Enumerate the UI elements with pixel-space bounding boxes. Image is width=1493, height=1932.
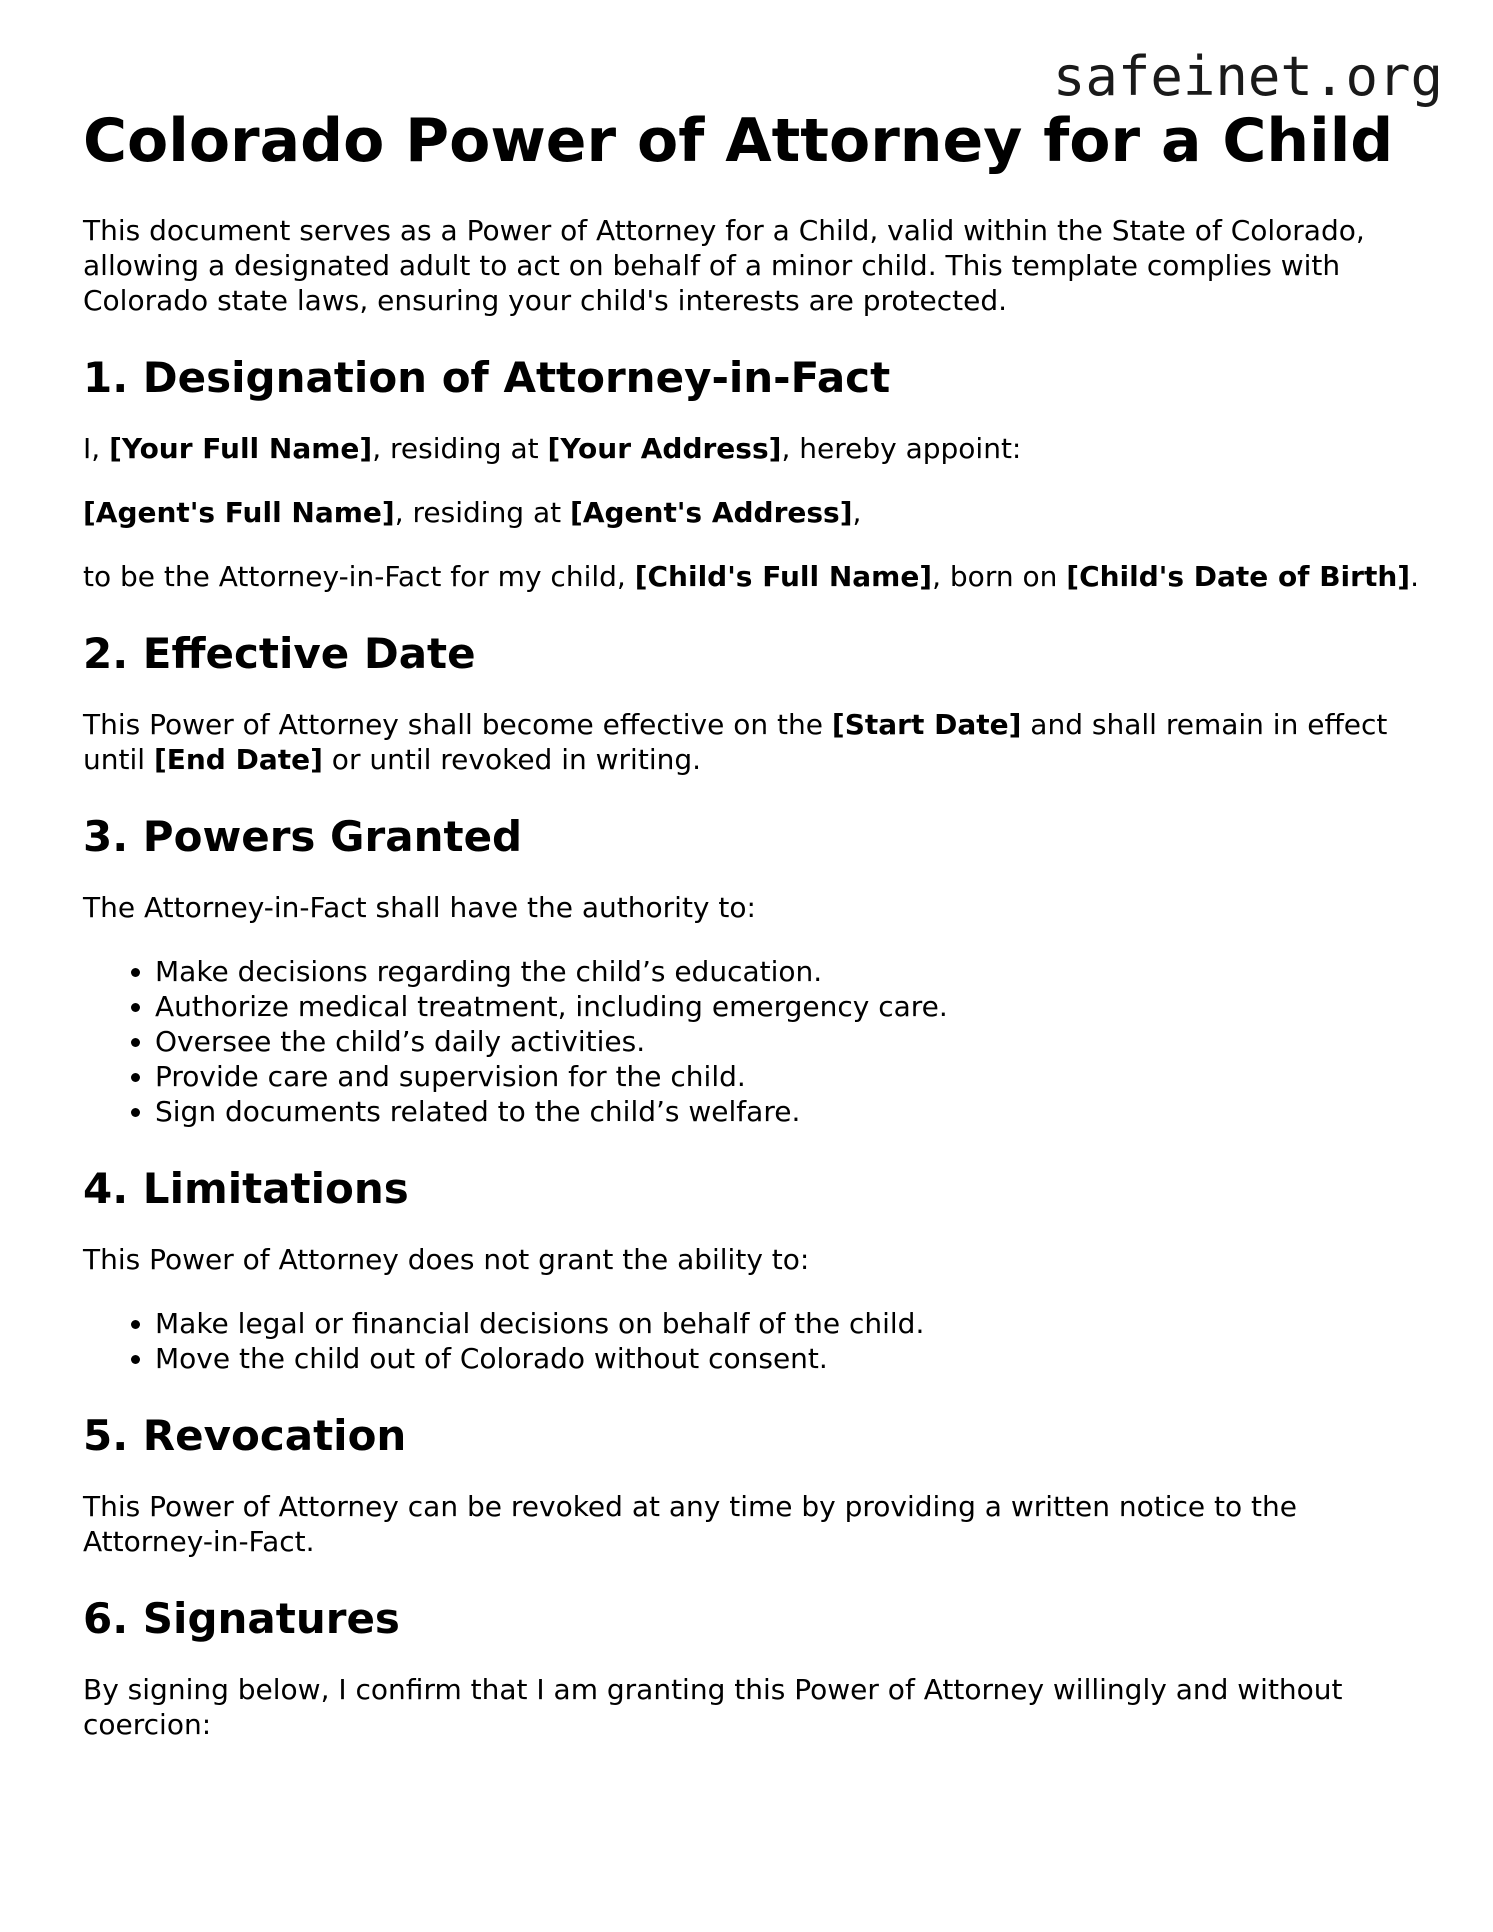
powers-lead: The Attorney-in-Fact shall have the authority to: — [83, 891, 756, 924]
agent-line: [Agent's Full Name], residing at [Agent's Address], — [83, 496, 862, 529]
document-title: Colorado Power of Attorney for a Child — [83, 106, 1394, 176]
list-item: • Move the child out of Colorado without consent. — [155, 1341, 1423, 1376]
section-3-heading: 3. Powers Granted — [83, 812, 523, 861]
effective-date-paragraph: This Power of Attorney shall become effective on the [Start Date] and shall remain in effect until [End Date] or until revoked in writing. — [83, 708, 1388, 776]
list-item: • Authorize medical treatment, including emergency care. — [155, 989, 1423, 1024]
end-date-placeholder: [End Date] — [153, 743, 323, 776]
child-line: to be the Attorney-in-Fact for my child, [Child's Full Name], born on [Child's Date of Birth]. — [83, 560, 1419, 593]
limitations-list — [83, 1306, 1423, 1376]
start-date-placeholder: [Start Date] — [831, 708, 1022, 741]
watermark-text: safeinet.org — [1052, 45, 1443, 108]
child-name-placeholder: [Child's Full Name] — [634, 560, 933, 593]
list-item: • Provide care and supervision for the child. — [155, 1059, 1423, 1094]
list-item: • Make decisions regarding the child’s education. — [155, 954, 1423, 989]
signatures-paragraph: By signing below, I confirm that I am granting this Power of Attorney willingly and without coercion: — [83, 1673, 1343, 1741]
revocation-paragraph: This Power of Attorney can be revoked at any time by providing a written notice to the Attorney-in-Fact. — [83, 1490, 1297, 1558]
list-item: • Oversee the child’s daily activities. — [155, 1024, 1423, 1059]
section-6-heading: 6. Signatures — [83, 1594, 400, 1643]
section-2-heading: 2. Effective Date — [83, 629, 476, 678]
section-5-heading: 5. Revocation — [83, 1411, 407, 1460]
agent-name-placeholder: [Agent's Full Name] — [83, 496, 395, 529]
your-name-placeholder: [Your Full Name] — [109, 432, 373, 465]
agent-address-placeholder: [Agent's Address] — [570, 496, 853, 529]
intro-paragraph: This document serves as a Power of Attorney for a Child, valid within the State of Colorado, allowing a designated adult to act on behalf of a minor child. This template complies with Colorado state laws, ensuring your child's interests are protected. — [83, 214, 1365, 317]
powers-list — [83, 954, 1423, 1129]
section-1-heading: 1. Designation of Attorney-in-Fact — [83, 353, 891, 402]
list-item: • Sign documents related to the child’s welfare. — [155, 1094, 1423, 1129]
section-4-heading: 4. Limitations — [83, 1164, 409, 1213]
document-body — [83, 213, 1423, 1742]
limitations-lead: This Power of Attorney does not grant the ability to: — [83, 1243, 810, 1276]
appointer-line: I, [Your Full Name], residing at [Your Address], hereby appoint: — [83, 432, 1022, 465]
list-item: • Make legal or financial decisions on behalf of the child. — [155, 1306, 1423, 1341]
child-dob-placeholder: [Child's Date of Birth] — [1066, 560, 1411, 593]
your-address-placeholder: [Your Address] — [547, 432, 782, 465]
